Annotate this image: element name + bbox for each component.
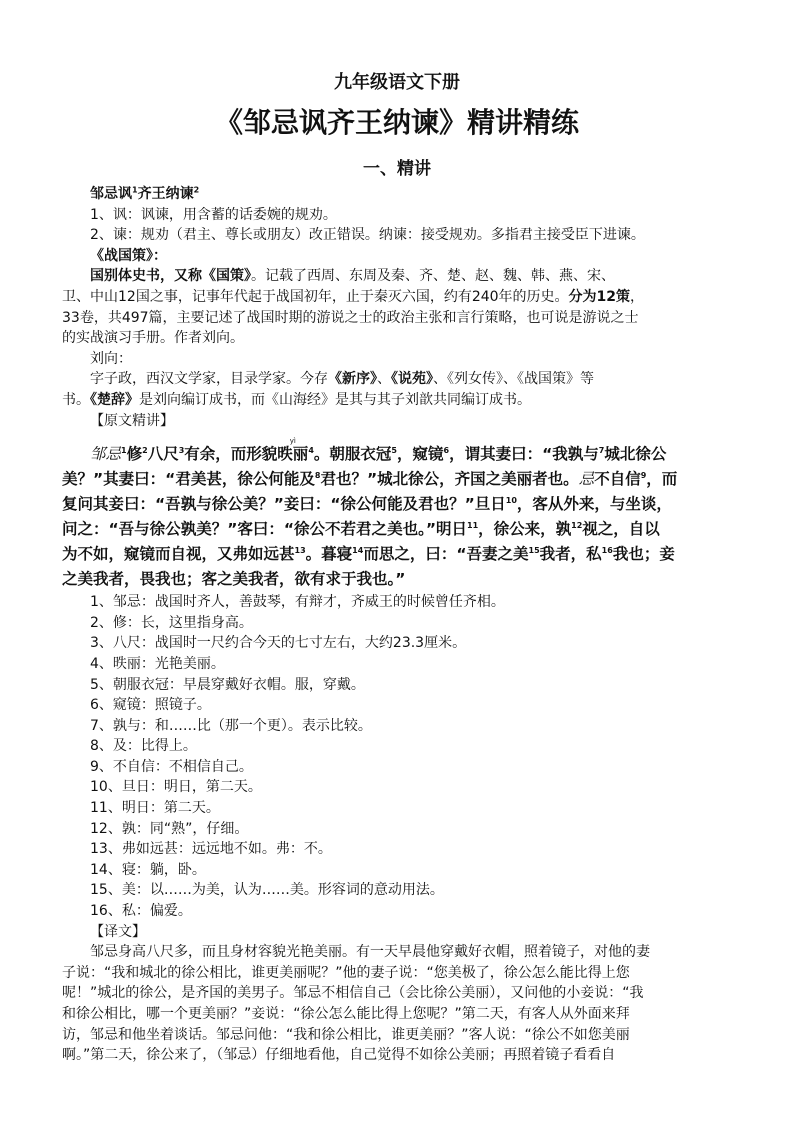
- zhanguoce-line-2: 卫、中山12国之事，记事年代起于战国初年，止于秦灭六国，约有240年的历史。分为12策，: [62, 288, 645, 305]
- zhanguoce-heading: 《战国策》：: [90, 247, 167, 264]
- liuxiang-heading: 刘向：: [90, 350, 132, 367]
- intro-note-2: 2、谏：规劝（君主、尊长或朋友）改正错误。纳谏：接受规劝。多指君主接受臣下进谏。: [90, 227, 645, 244]
- original-text-line-1: 邹忌$^1$修$^2$八尺$^3$有余，而形貌昳丽$yì^4$。朝服衣冠$^5$，窥镜$^6$，谓其妻曰：“我孰与$^7$城北徐公: [90, 437, 667, 464]
- translation-line-5: 访，邹忌和他坐着谈话。邹忌问他：“我和徐公相比，谁更美丽？”客人说：“徐公不如您美丽: [62, 1026, 630, 1043]
- grade-label: 九年级语文下册: [334, 72, 460, 93]
- zhanguoce-line-3: 33卷，共497篇，主要记述了战国时期的游说之士的政治主张和言行策略，也可说是游说之士: [62, 309, 639, 326]
- liuxiang-line-1: 字子政，西汉文学家，目录学家。今存《新序》、《说苑》、《列女传》、《战国策》等: [90, 371, 594, 388]
- note-11: 11、明日：第二天。: [90, 800, 220, 817]
- translation-line-2: 子说：“我和城北的徐公相比，谁更美丽呢？”他的妻子说：“您美极了，徐公怎么能比得上您: [62, 964, 630, 981]
- lesson-heading: 邹忌讽$^1$齐王纳谏$^2$: [90, 185, 200, 202]
- note-7: 7、孰与：和……比（那一个更）。表示比较。: [90, 717, 372, 734]
- ruby-yi: 昳丽yì: [277, 437, 309, 464]
- note-4: 4、昳丽：光艳美丽。: [90, 655, 225, 672]
- zhanguoce-line-1: 国别体史书，又称《国策》。记载了西周、东周及秦、齐、楚、赵、魏、韩、燕、宋、: [90, 268, 615, 285]
- note-6: 6、窥镜：照镜子。: [90, 697, 211, 714]
- note-9: 9、不自信：不相信自己。: [90, 758, 253, 775]
- original-text-line-5: 为不如，窥镜而自视，又弗如远甚$^{13}$。暮寝$^{14}$而思之，曰：“吾妻之美$^{15}$我者，私$^{16}$我也；妾: [62, 545, 675, 564]
- original-text-line-2: 美？”其妻曰：“君美甚，徐公何能及$^8$君也？”城北徐公，齐国之美丽者也。忌不自信$^9$，而: [62, 470, 678, 489]
- translation-line-4: 和徐公相比，哪一个更美丽？”妾说：“徐公怎么能比得上您呢？”第二天，有客人从外面来拜: [62, 1006, 630, 1022]
- zhanguoce-line-4: 的实战演习手册。作者刘向。: [62, 330, 244, 347]
- note-2: 2、修：长，这里指身高。: [90, 614, 253, 631]
- translation-heading: 【译文】: [90, 923, 146, 940]
- note-8: 8、及：比得上。: [90, 738, 197, 755]
- note-3: 3、八尺：战国时一尺约合今天的七寸左右，大约23.3厘米。: [90, 635, 467, 652]
- original-text-heading: 【原文精讲】: [90, 412, 174, 429]
- original-text-line-4: 问之：“吾与徐公孰美？”客曰：“徐公不若君之美也。”明日$^{11}$，徐公来，孰$^{12}$视之，自以: [62, 520, 660, 539]
- intro-note-1: 1、讽：讽谏，用含蓄的话委婉的规劝。: [90, 206, 337, 223]
- note-5: 5、朝服衣冠：早晨穿戴好衣帽。服，穿戴。: [90, 676, 365, 693]
- translation-line-6: 啊。”第二天，徐公来了，（邹忌）仔细地看他，自己觉得不如徐公美丽；再照着镜子看看自: [62, 1047, 616, 1064]
- document-title: 《邹忌讽齐王纳谏》精讲精练: [214, 106, 579, 139]
- original-text-line-6: 之美我者，畏我也；客之美我者，欲有求于我也。”: [62, 570, 406, 589]
- note-10: 10、旦日：明日，第二天。: [90, 779, 262, 796]
- translation-line-3: 呢！”城北的徐公，是齐国的美男子。邹忌不相信自己（会比徐公美丽），又问他的小妾说：“我: [62, 985, 644, 1002]
- liuxiang-line-2: 书。《楚辞》是刘向编订成书，而《山海经》是其与其子刘歆共同编订成书。: [62, 391, 531, 408]
- note-1: 1、邹忌：战国时齐人，善鼓琴，有辩才，齐威王的时候曾任齐相。: [90, 594, 505, 611]
- translation-line-1: 邹忌身高八尺多，而且身材容貌光艳美丽。有一天早晨他穿戴好衣帽，照着镜子，对他的妻: [90, 944, 650, 961]
- section-heading: 一、精讲: [363, 159, 431, 179]
- note-12: 12、孰：同“熟”，仔细。: [90, 820, 249, 837]
- document-body: [62, 184, 742, 1066]
- note-16: 16、私：偏爱。: [90, 903, 192, 920]
- note-13: 13、弗如远甚：远远地不如。弗：不。: [90, 841, 332, 858]
- note-15: 15、美：以……为美，认为……美。形容词的意动用法。: [90, 882, 444, 899]
- note-14: 14、寝：躺，卧。: [90, 861, 206, 878]
- original-text-line-3: 复问其妾曰：“吾孰与徐公美？”妾曰：“徐公何能及君也？”旦日$^{10}$，客从外来，与坐谈，: [62, 495, 672, 514]
